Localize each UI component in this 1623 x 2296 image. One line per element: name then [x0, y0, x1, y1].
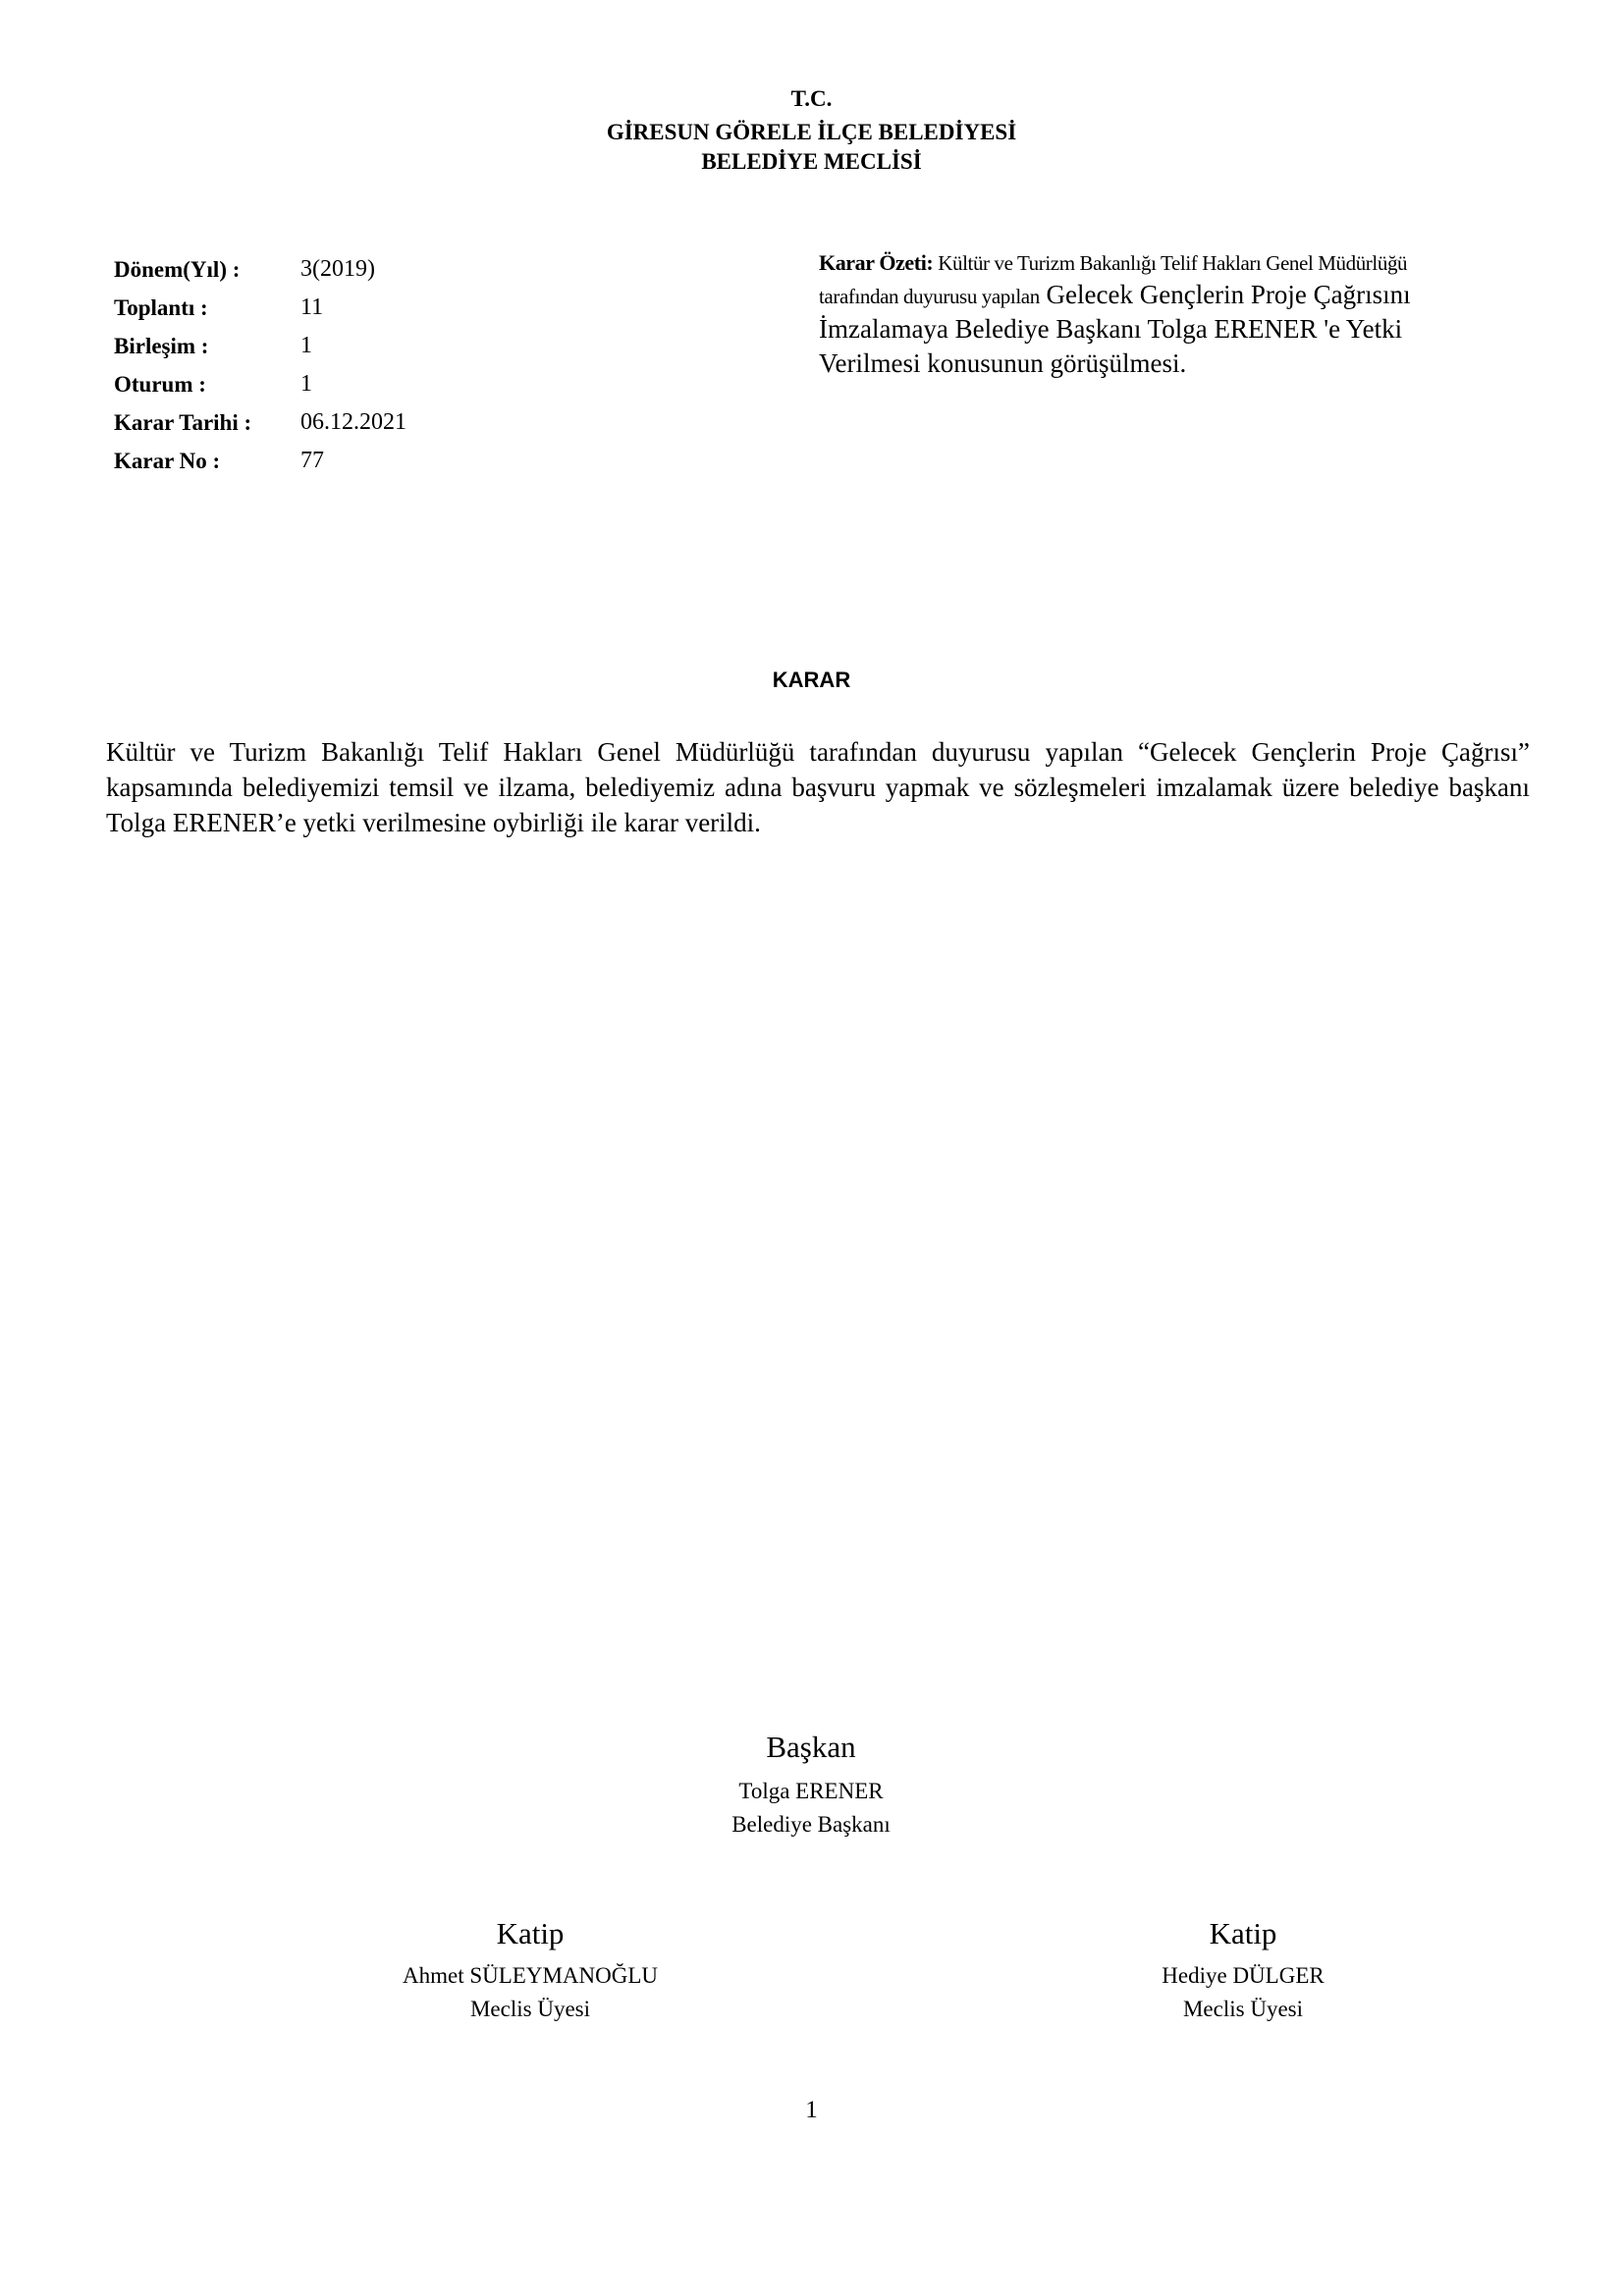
signature-katip-left [334, 1914, 727, 2026]
summary-text-2-large: Gelecek Gençlerin Proje Çağrısını [1046, 280, 1411, 309]
meta-label: Oturum : [114, 371, 206, 397]
signature-name: Ahmet SÜLEYMANOĞLU [402, 1963, 658, 1988]
summary-line-1 [819, 247, 1526, 279]
decision-summary [819, 247, 1526, 381]
summary-text-2-small: tarafından duyurusu yapılan [819, 285, 1040, 308]
signature-katip-right [1047, 1914, 1439, 2026]
summary-line-2 [819, 279, 1526, 312]
meta-row-oturum [114, 365, 664, 403]
signature-role: Meclis Üyesi [469, 1997, 590, 2021]
meta-value: 11 [300, 294, 324, 320]
meta-value: 06.12.2021 [300, 409, 406, 435]
meta-row-karar-tarihi [114, 403, 664, 442]
meta-value: 1 [300, 371, 312, 397]
meta-label: Karar No : [114, 448, 221, 473]
signature-name: Tolga ERENER [738, 1779, 884, 1803]
header-council: BELEDİYE MECLİSİ [701, 149, 922, 174]
signature-role: Belediye Başkanı [731, 1812, 891, 1837]
karar-body: Kültür ve Turizm Bakanlığı Telif Hakları Genel Müdürlüğü tarafından duyurusu yapılan “Gelecek Gençlerin Proje Çağrısı” kapsamında belediyemizi temsil ve ilzama, belediyemiz adına başvuru yapmak ve sözleşmeleri imzalamak üzere belediye başkanı Tolga ERENER’e yetki verilmesine oybirliği ile karar verildi. [106, 737, 1530, 837]
meta-row-toplanti [114, 289, 664, 327]
meta-label: Toplantı : [114, 294, 208, 320]
meta-label: Karar Tarihi : [114, 409, 252, 435]
meta-value: 77 [300, 448, 324, 473]
signature-role: Meclis Üyesi [1182, 1997, 1303, 2021]
summary-text-1: Kültür ve Turizm Bakanlığı Telif Hakları Genel Müdürlüğü [938, 251, 1408, 275]
summary-label: Karar Özeti: [819, 250, 934, 275]
meta-row-birlesim [114, 327, 664, 365]
summary-text-rest: İmzalamaya Belediye Başkanı Tolga ERENER 'e Yetki Verilmesi konusunun görüşülmesi. [819, 314, 1403, 378]
signature-title: Katip [1209, 1916, 1277, 1950]
header-tc: T.C. [790, 86, 833, 111]
meta-table [114, 250, 664, 480]
meta-label: Birleşim : [114, 333, 209, 358]
meta-value: 1 [300, 333, 312, 358]
signature-name: Hediye DÜLGER [1162, 1963, 1325, 1988]
karar-title: KARAR [772, 667, 851, 692]
meta-row-karar-no [114, 442, 664, 480]
document-header [0, 84, 1623, 177]
signature-title: Katip [496, 1916, 565, 1950]
header-municipality: GİRESUN GÖRELE İLÇE BELEDİYESİ [606, 120, 1017, 144]
meta-label: Dönem(Yıl) : [114, 256, 241, 282]
meta-value: 3(2019) [300, 256, 375, 282]
meta-row-donem [114, 250, 664, 289]
signature-president [615, 1728, 1007, 1842]
page-number: 1 [805, 2097, 818, 2123]
signature-title: Başkan [766, 1730, 856, 1764]
